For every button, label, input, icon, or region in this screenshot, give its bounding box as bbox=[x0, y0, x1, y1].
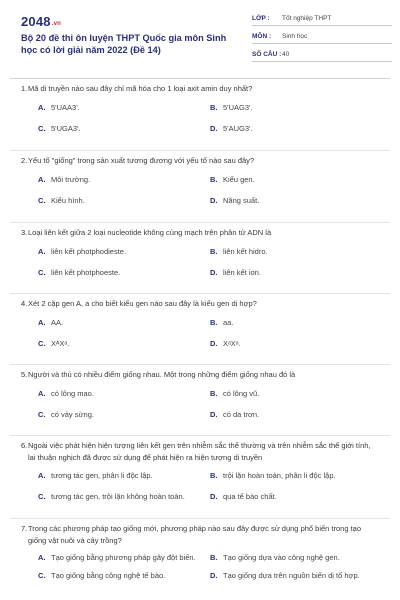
option-text: Năng suất. bbox=[223, 196, 260, 205]
logo-tld: .vn bbox=[51, 21, 62, 27]
question-text: Người và thú có nhiều điểm giống nhau. Một trong những điểm giống nhau đó là bbox=[28, 370, 296, 379]
question-number: 2. bbox=[21, 156, 28, 165]
option-text: 5'UGA3'. bbox=[51, 124, 81, 133]
option-letter: C. bbox=[38, 571, 46, 580]
option-c[interactable] bbox=[38, 410, 210, 420]
option-a[interactable] bbox=[38, 553, 210, 563]
option-text: liên kết hidro. bbox=[223, 247, 268, 256]
option-letter: A. bbox=[38, 471, 46, 480]
option-d[interactable] bbox=[210, 410, 382, 420]
question-2 bbox=[10, 151, 390, 223]
option-a[interactable] bbox=[38, 247, 210, 257]
option-b[interactable] bbox=[210, 175, 382, 185]
option-letter: D. bbox=[210, 196, 218, 205]
meta-label: LỚP : bbox=[252, 15, 270, 22]
site-logo[interactable] bbox=[21, 14, 61, 29]
option-text: 5'UAA3'. bbox=[51, 103, 80, 112]
question-4 bbox=[10, 294, 390, 365]
question-7 bbox=[10, 519, 390, 600]
option-b[interactable] bbox=[210, 103, 382, 113]
option-d[interactable] bbox=[210, 124, 382, 134]
option-text: Tạo giống dựa vào công nghệ gen. bbox=[223, 553, 340, 562]
option-c[interactable] bbox=[38, 339, 210, 349]
option-text: XᵃXᵃ. bbox=[223, 339, 241, 348]
option-letter: B. bbox=[210, 103, 218, 112]
option-text: tương tác gen, trội lặn không hoàn toàn. bbox=[51, 492, 185, 501]
option-letter: B. bbox=[210, 247, 218, 256]
option-text: có lông vũ. bbox=[223, 389, 260, 398]
option-d[interactable] bbox=[210, 339, 382, 349]
option-c[interactable] bbox=[38, 492, 210, 502]
option-a[interactable] bbox=[38, 389, 210, 399]
option-a[interactable] bbox=[38, 175, 210, 185]
option-letter: A. bbox=[38, 247, 46, 256]
meta-row-count bbox=[252, 48, 392, 62]
option-text: có da trơn. bbox=[223, 410, 260, 419]
option-text: Tạo giống bằng phương pháp gây đột biến. bbox=[51, 553, 196, 562]
option-text: có vảy sừng. bbox=[51, 410, 94, 419]
option-letter: A. bbox=[38, 103, 46, 112]
question-number: 3. bbox=[21, 228, 28, 237]
meta-row-class bbox=[252, 12, 392, 26]
option-text: AA. bbox=[51, 318, 64, 327]
option-letter: C. bbox=[38, 339, 46, 348]
question-text: Trong các phương pháp tạo giống mới, phương pháp nào sau đây được sử dụng phổ biến trong tạo giống vật nuôi và cây trồng? bbox=[28, 524, 362, 545]
option-c[interactable] bbox=[38, 196, 210, 206]
question-number: 7. bbox=[21, 524, 28, 533]
option-text: Kiểu gen. bbox=[223, 175, 255, 184]
option-letter: D. bbox=[210, 492, 218, 501]
option-letter: B. bbox=[210, 553, 218, 562]
question-3 bbox=[10, 223, 390, 294]
option-b[interactable] bbox=[210, 553, 382, 563]
meta-value: 40 bbox=[282, 51, 290, 58]
document-header bbox=[0, 0, 400, 80]
option-text: tương tác gen, phân li độc lập. bbox=[51, 471, 153, 480]
question-text: Ngoài việc phát hiện hiện tượng liên kết gen trên nhiễm sắc thể thường và trên nhiễm sắc thể giới tính, lai thuận nghịch đã được sử dụng để phát hiện ra hiện tượng di truyền bbox=[28, 441, 371, 462]
question-text: Loại liên kết giữa 2 loại nucleotide không cùng mạch trên phân tử ADN là bbox=[28, 228, 272, 237]
option-b[interactable] bbox=[210, 318, 382, 328]
option-text: 5'AUG3'. bbox=[223, 124, 253, 133]
option-letter: C. bbox=[38, 492, 46, 501]
option-text: 5'UAG3'. bbox=[223, 103, 253, 112]
meta-row-subject bbox=[252, 30, 392, 44]
option-letter: B. bbox=[210, 175, 218, 184]
option-text: XᴬXᵃ. bbox=[51, 339, 70, 348]
option-text: liên kết photphoeste. bbox=[51, 268, 121, 277]
option-a[interactable] bbox=[38, 103, 210, 113]
option-text: Tạo giống bằng công nghệ tế bào. bbox=[51, 571, 166, 580]
question-5 bbox=[10, 365, 390, 436]
question-list bbox=[0, 79, 400, 600]
option-text: Kiểu hình. bbox=[51, 196, 85, 205]
option-letter: A. bbox=[38, 389, 46, 398]
option-text: aa. bbox=[223, 318, 234, 327]
option-b[interactable] bbox=[210, 247, 382, 257]
option-text: trội lặn hoàn toàn, phân li độc lập. bbox=[223, 471, 336, 480]
document-meta bbox=[252, 12, 392, 66]
option-text: Tạo giống dựa trên nguồn biến dị tổ hợp. bbox=[223, 571, 360, 580]
option-a[interactable] bbox=[38, 318, 210, 328]
option-letter: D. bbox=[210, 410, 218, 419]
meta-value: Tốt nghiệp THPT bbox=[282, 15, 332, 22]
option-letter: C. bbox=[38, 410, 46, 419]
question-6 bbox=[10, 436, 390, 519]
meta-value: Sinh học bbox=[282, 33, 308, 40]
option-letter: D. bbox=[210, 339, 218, 348]
question-1 bbox=[10, 79, 390, 151]
option-text: qua tế bào chất. bbox=[223, 492, 277, 501]
option-letter: D. bbox=[210, 124, 218, 133]
option-text: có lông mao. bbox=[51, 389, 94, 398]
option-d[interactable] bbox=[210, 571, 382, 581]
option-c[interactable] bbox=[38, 124, 210, 134]
question-number: 4. bbox=[21, 299, 28, 308]
option-letter: D. bbox=[210, 268, 218, 277]
document-title: Bộ 20 đề thi ôn luyện THPT Quốc gia môn Sinh học có lời giải năm 2022 (Đề 14) bbox=[21, 33, 227, 55]
option-letter: A. bbox=[38, 553, 46, 562]
question-number: 6. bbox=[21, 441, 28, 450]
option-c[interactable] bbox=[38, 268, 210, 278]
meta-label: SỐ CÂU : bbox=[252, 51, 282, 58]
question-number: 5. bbox=[21, 370, 28, 379]
question-text: Mã di truyền nào sau đây chỉ mã hóa cho 1 loại axit amin duy nhất? bbox=[28, 84, 253, 93]
option-letter: A. bbox=[38, 175, 46, 184]
option-text: liên kết photphodieste. bbox=[51, 247, 127, 256]
option-d[interactable] bbox=[210, 492, 382, 502]
option-letter: C. bbox=[38, 124, 46, 133]
option-c[interactable] bbox=[38, 571, 210, 581]
option-a[interactable] bbox=[38, 471, 210, 481]
option-letter: B. bbox=[210, 389, 218, 398]
option-b[interactable] bbox=[210, 471, 382, 481]
question-text: Xét 2 cặp gen A, a cho biết kiểu gen nào sau đây là kiểu gen dị hợp? bbox=[28, 299, 257, 308]
option-d[interactable] bbox=[210, 196, 382, 206]
option-letter: C. bbox=[38, 268, 46, 277]
option-letter: B. bbox=[210, 471, 218, 480]
question-number: 1. bbox=[21, 84, 28, 93]
logo-text: 2048 bbox=[21, 14, 51, 29]
option-b[interactable] bbox=[210, 389, 382, 399]
question-text: Yếu tố "giống" trong sản xuất tương đương với yếu tố nào sau đây? bbox=[28, 156, 255, 165]
option-text: Môi trường. bbox=[51, 175, 91, 184]
option-letter: C. bbox=[38, 196, 46, 205]
option-text: liên kết ion. bbox=[223, 268, 261, 277]
option-d[interactable] bbox=[210, 268, 382, 278]
option-letter: B. bbox=[210, 318, 218, 327]
option-letter: D. bbox=[210, 571, 218, 580]
meta-label: MÔN : bbox=[252, 33, 272, 40]
option-letter: A. bbox=[38, 318, 46, 327]
